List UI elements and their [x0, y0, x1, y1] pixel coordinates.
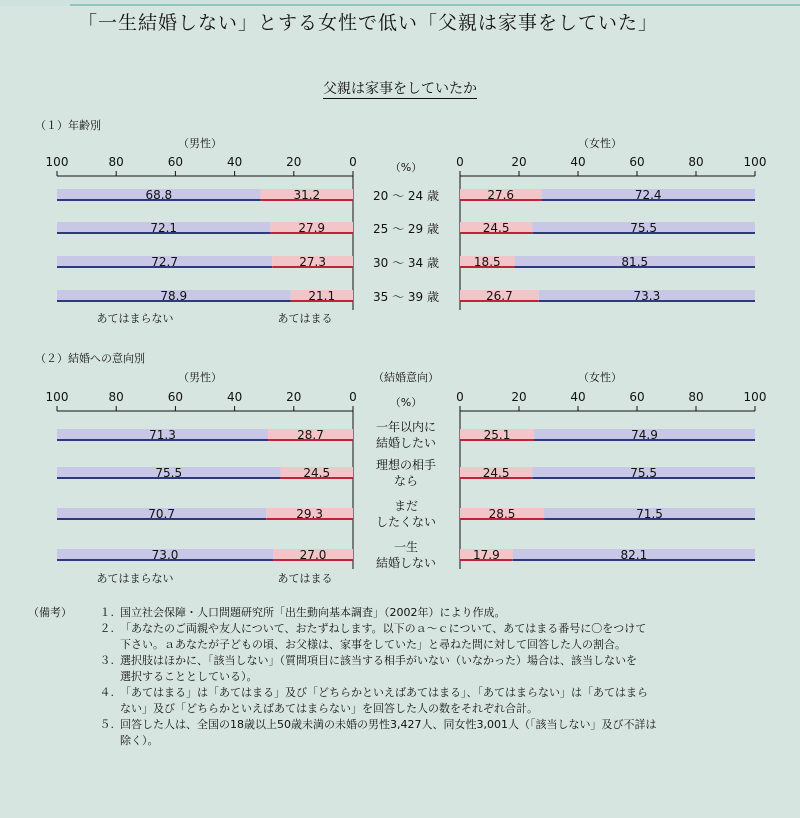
male-value-no: 71.3 [149, 428, 176, 442]
male-header: （男性） [178, 137, 222, 150]
female-tick-label: 80 [688, 155, 704, 169]
note-item [28, 605, 788, 621]
female-value-no: 71.5 [636, 507, 663, 521]
note-number: １. [99, 606, 114, 619]
section-label: （１）年齢別 [35, 119, 101, 132]
female-tick-label: 20 [511, 155, 527, 169]
category-label: 結婚しない [375, 556, 437, 570]
percent-label: （%） [389, 161, 423, 174]
female-value-yes: 24.5 [482, 221, 510, 235]
male-tick-label: 40 [226, 155, 243, 169]
male-value-no: 78.9 [160, 289, 188, 303]
female-value-no: 75.5 [630, 221, 657, 235]
legend-no: あてはまらない [96, 312, 174, 325]
chart-title-text: 父親は家事をしていたか [323, 81, 477, 97]
male-value-yes: 29.3 [296, 507, 323, 521]
note-number: ４. [99, 686, 114, 699]
female-header: （女性） [578, 137, 622, 150]
female-tick-label: 80 [688, 390, 704, 404]
category-label: 理想の相手 [375, 458, 437, 472]
female-tick-label: 60 [629, 390, 645, 404]
note-head [28, 717, 70, 749]
percent-label: （%） [389, 396, 423, 409]
male-tick-label: 0 [349, 390, 357, 404]
category-label: 30 〜 34 歳 [373, 256, 439, 270]
category-label: したくない [375, 515, 437, 529]
note-number: ２. [99, 622, 114, 635]
male-tick-label: 0 [349, 155, 357, 169]
female-value-yes: 24.5 [482, 466, 510, 480]
section-label: （２）結婚への意向別 [35, 352, 145, 365]
male-value-yes: 31.2 [293, 188, 321, 202]
male-tick-label: 80 [108, 155, 124, 169]
male-value-yes: 27.9 [298, 221, 326, 235]
male-tick-label: 20 [286, 155, 302, 169]
female-tick-label: 40 [570, 155, 586, 169]
male-value-yes: 27.0 [299, 548, 327, 562]
male-tick-label: 80 [108, 390, 124, 404]
female-tick-label: 100 [743, 155, 767, 169]
note-head [28, 685, 70, 717]
category-label: 一生 [393, 540, 419, 554]
note-item [28, 621, 788, 653]
female-value-no: 73.3 [633, 289, 661, 303]
note-text: 回答した人は、全国の18歳以上50歳未満の未婚の男性3,427人、同女性3,001人（「該当しない」及び不詳は 除く）。 [120, 718, 657, 747]
category-label: 25 〜 29 歳 [373, 222, 439, 236]
note-text: 国立社会保障・人口問題研究所「出生動向基本調査」（2002年）により作成。 [120, 606, 506, 619]
note-head: （備考） [28, 606, 72, 619]
male-value-yes: 24.5 [303, 466, 331, 480]
center-header: （結婚意向） [373, 371, 439, 384]
male-value-yes: 28.7 [297, 428, 324, 442]
note-text: 選択肢はほかに、「該当しない」（質問項目に該当する相手がいない（いなかった）場合は、該当しないを 選択することとしている）。 [120, 654, 637, 683]
female-value-yes: 26.7 [486, 289, 513, 303]
female-tick-label: 0 [456, 155, 464, 169]
female-tick-label: 20 [511, 390, 527, 404]
male-value-yes: 27.3 [299, 255, 326, 269]
male-value-no: 70.7 [148, 507, 175, 521]
category-label: 35 〜 39 歳 [373, 290, 439, 304]
female-value-yes: 28.5 [488, 507, 516, 521]
female-tick-label: 0 [456, 390, 464, 404]
headline: 「一生結婚しない」とする女性で低い「父親は家事をしていた」 [78, 12, 659, 34]
male-value-no: 68.8 [145, 188, 173, 202]
female-value-no: 81.5 [621, 255, 649, 269]
male-tick-label: 100 [45, 155, 69, 169]
notes [28, 605, 788, 749]
male-value-no: 75.5 [155, 466, 183, 480]
note-head [28, 653, 70, 685]
legend-yes: あてはまる [277, 572, 333, 585]
female-tick-label: 60 [629, 155, 645, 169]
male-tick-label: 60 [167, 390, 184, 404]
legend-yes: あてはまる [277, 312, 333, 325]
male-tick-label: 60 [167, 155, 184, 169]
female-value-no: 82.1 [620, 548, 648, 562]
male-header: （男性） [178, 371, 222, 384]
category-label: 結婚したい [375, 436, 437, 450]
female-value-yes: 27.6 [487, 188, 515, 202]
note-number: ３. [99, 654, 114, 667]
male-value-no: 72.1 [150, 221, 178, 235]
male-value-yes: 21.1 [308, 289, 336, 303]
male-tick-label: 100 [45, 390, 69, 404]
female-tick-label: 40 [570, 390, 586, 404]
female-value-no: 72.4 [634, 188, 662, 202]
legend-no: あてはまらない [96, 572, 174, 585]
category-label: 一年以内に [375, 420, 437, 434]
female-value-no: 75.5 [630, 466, 657, 480]
note-item [28, 717, 788, 749]
note-head [28, 621, 70, 653]
male-value-no: 72.7 [151, 255, 178, 269]
category-label: まだ [393, 499, 419, 513]
note-item [28, 685, 788, 717]
note-item [28, 653, 788, 685]
note-number: ５. [99, 718, 114, 731]
female-header: （女性） [578, 371, 622, 384]
note-text: 「あてはまる」は「あてはまる」及び「どちらかといえばあてはまる」、「あてはまらない」は「あてはまら ない」及び「どちらかといえばあてはまらない」を回答した人の数をそれぞれ合計。 [120, 686, 648, 715]
note-text: 「あなたのご両親や友人について、おたずねします。以下のａ〜ｃについて、あてはまる番号に〇をつけて 下さい。ａあなたが子どもの頃、お父様は、家事をしていた」と尋ねた問に対して回答した人の割合。 [120, 622, 647, 651]
female-value-no: 74.9 [631, 428, 658, 442]
female-value-yes: 17.9 [473, 548, 500, 562]
male-tick-label: 20 [286, 390, 302, 404]
category-label: 20 〜 24 歳 [373, 189, 439, 203]
male-value-no: 73.0 [151, 548, 179, 562]
female-value-yes: 18.5 [473, 255, 501, 269]
female-tick-label: 100 [743, 390, 767, 404]
male-tick-label: 40 [226, 390, 243, 404]
female-value-yes: 25.1 [483, 428, 511, 442]
category-label: なら [393, 474, 419, 488]
